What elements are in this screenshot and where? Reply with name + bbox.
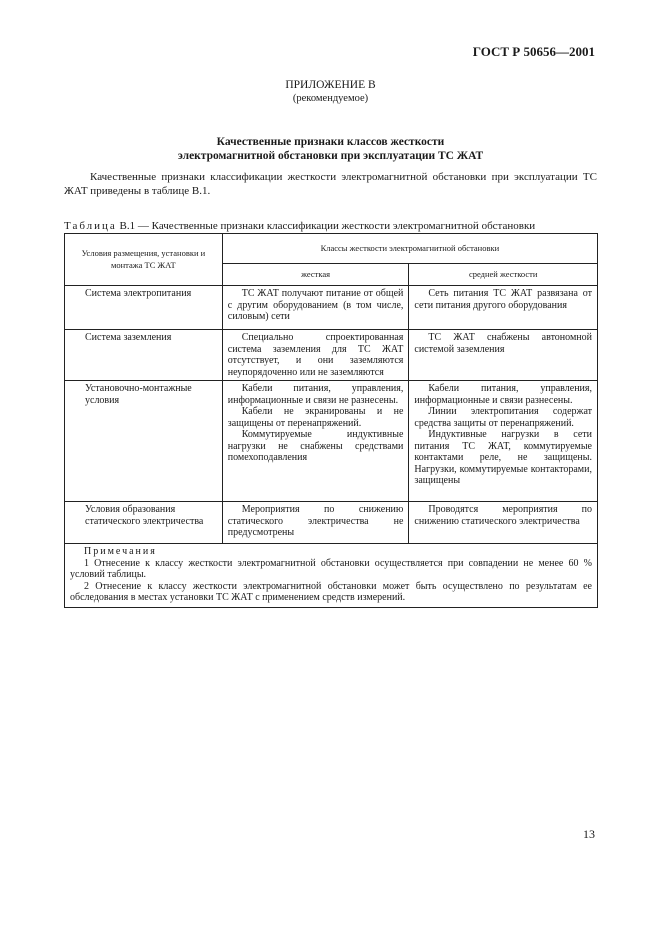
row-medium: ТС ЖАТ снабжены автономной системой заземления [409, 330, 598, 381]
table-header-row [65, 234, 598, 264]
standard-number: ГОСТ Р 50656—2001 [472, 44, 595, 59]
row-condition: Система заземления [65, 330, 223, 381]
table-notes-row [65, 544, 598, 608]
table-caption [64, 220, 535, 232]
notes-title: Примечания [84, 546, 157, 557]
note-item: 2 Отнесение к классу жесткости электромагнитной обстановки может быть осуществлено по результатам ее обследования в местах установки ТС ЖАТ с применением средств измерений. [70, 580, 592, 603]
row-hard: Специально спроектированная система заземления для ТС ЖАТ отсутствует, и они заземляются неупорядоченно или не заземляются [222, 330, 409, 381]
col-header-medium: средней жесткости [409, 264, 598, 286]
row-condition: Условия образования статического электричества [65, 502, 223, 544]
table-caption-text: В.1 — Качественные признаки классификации жесткости электромагнитной обстановки [119, 220, 536, 232]
heading-line-2: электромагнитной обстановки при эксплуатации ТС ЖАТ [177, 150, 484, 162]
row-condition: Установочно-монтажные условия [65, 381, 223, 502]
section-heading [0, 135, 661, 163]
table-caption-label: Таблица [64, 220, 117, 232]
col-header-hard: жесткая [222, 264, 409, 286]
row-medium-paragraph: Линии электропитания содержат средства защиты от перенапряжений. [414, 406, 592, 429]
appendix-title: ПРИЛОЖЕНИЕ В [285, 79, 376, 91]
col-header-conditions: Условия размещения, установки и монтажа ТС ЖАТ [65, 234, 223, 286]
row-condition: Система электропитания [65, 286, 223, 330]
heading-line-1: Качественные признаки классов жесткости [216, 136, 445, 148]
table-notes [65, 544, 598, 608]
intro-paragraph: Качественные признаки классификации жесткости электромагнитной обстановки при эксплуатации ТС ЖАТ приведены в таблице В.1. [64, 171, 597, 197]
row-hard-paragraph: Коммутируемые индуктивные нагрузки не снабжены средствами помехоподавления [227, 429, 404, 463]
appendix-subtitle: (рекомендуемое) [292, 93, 369, 104]
col-header-classes: Классы жесткости электромагнитной обстановки [222, 234, 597, 264]
row-hard: ТС ЖАТ получают питание от общей с другим оборудованием (в том числе, силовым) сети [222, 286, 409, 330]
table-row [65, 381, 598, 502]
row-medium [409, 381, 598, 502]
row-medium-paragraph: Индуктивные нагрузки в сети питания ТС ЖАТ, коммутируемые контактами реле, не защищены. Нагрузки, коммутируемые контакторами, защищены [414, 429, 592, 486]
row-hard: Мероприятия по снижению статического электричества не предусмотрены [222, 502, 409, 544]
row-hard [222, 381, 409, 502]
row-hard-paragraph: Кабели не экранированы и не защищены от перенапряжений. [227, 406, 404, 429]
table-row [65, 502, 598, 544]
row-medium-paragraph: Кабели питания, управления, информационные и связи разнесены. [414, 383, 592, 406]
row-medium: Сеть питания ТС ЖАТ развязана от сети питания другого оборудования [409, 286, 598, 330]
appendix-block [0, 79, 661, 105]
table-row [65, 330, 598, 381]
row-hard-paragraph: Кабели питания, управления, информационные и связи не разнесены. [227, 383, 404, 406]
classification-table [64, 233, 598, 608]
table-row [65, 286, 598, 330]
row-medium: Проводятся мероприятия по снижению статического электричества [409, 502, 598, 544]
page-number: 13 [583, 827, 595, 841]
note-item: 1 Отнесение к классу жесткости электромагнитной обстановки осуществляется при совпадении не менее 60 % условий таблицы. [70, 557, 592, 580]
